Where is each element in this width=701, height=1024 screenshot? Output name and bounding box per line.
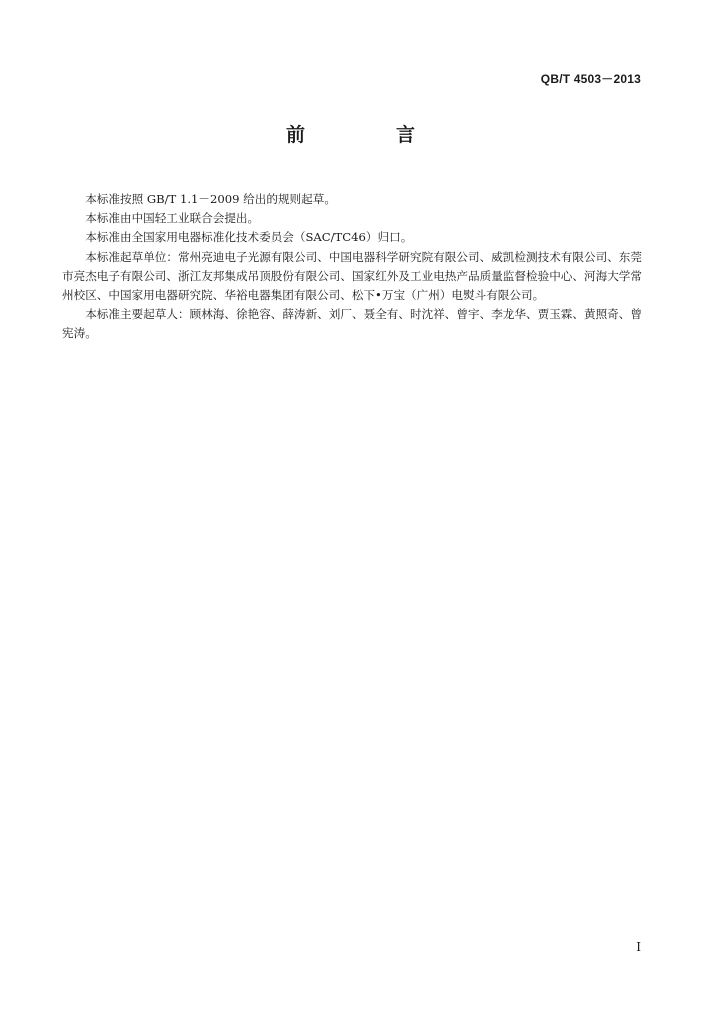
paragraph-drafters: 本标准主要起草人：顾林海、徐艳容、薛涛新、刘厂、聂全有、时沈祥、曾宇、李龙华、贾玉霖、黄照奇、曾宪涛。 — [62, 307, 642, 341]
page-title: 前 言 — [285, 124, 451, 146]
page-number: I — [636, 940, 641, 954]
foreword-body — [62, 190, 642, 344]
paragraph-proposer: 本标准由中国轻工业联合会提出。 — [85, 211, 260, 226]
paragraph-committee: 本标准由全国家用电器标准化技术委员会（SAC/TC46）归口。 — [85, 230, 413, 245]
standard-code: QB/T 4503－2013 — [540, 72, 641, 86]
paragraph-drafting-units: 本标准起草单位：常州亮迪电子光源有限公司、中国电器科学研究院有限公司、威凯检测技术有限公司、东莞市亮杰电子有限公司、浙江友邦集成吊顶股份有限公司、国家红外及工业电热产品质量监督检验中心、河海大学常州校区、中国家用电器研究院、华裕电器集团有限公司、松下•万宝（广州）电熨斗有限公司。 — [62, 249, 642, 303]
paragraph-drafting-rules: 本标准按照 GB/T 1.1－2009 给出的规则起草。 — [85, 192, 336, 206]
